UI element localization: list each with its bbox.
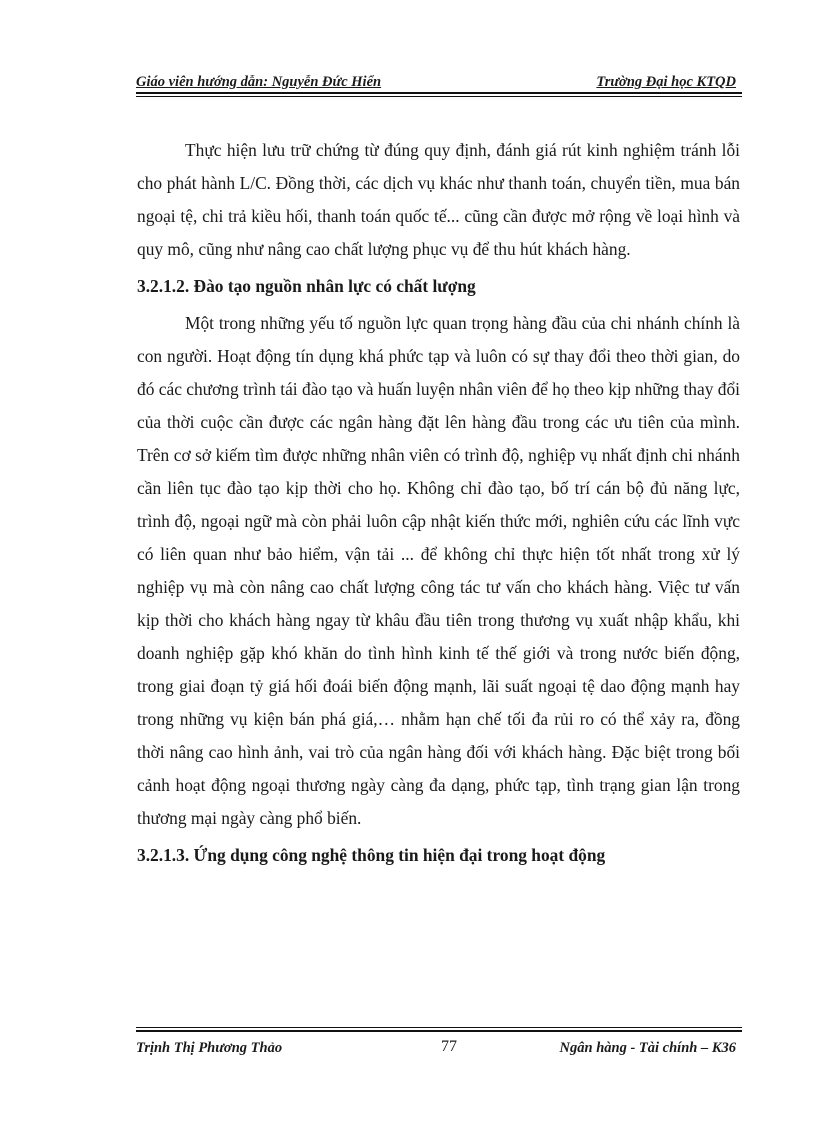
header-school: Trường Đại học KTQD [596,74,736,90]
section-heading-3-2-1-3: 3.2.1.3. Ứng dụng công nghệ thông tin hiện đại trong hoạt động [137,845,606,865]
page-number: 77 [441,1038,457,1055]
section-heading-3-2-1-2: 3.2.1.2. Đào tạo nguồn nhân lực có chất lượng [137,276,476,296]
header-rule [136,92,742,94]
footer-department: Ngân hàng - Tài chính – K36 [559,1040,736,1056]
header-supervisor: Giáo viên hướng dẫn: Nguyễn Đức Hiển [136,74,382,90]
body-paragraph-1: Thực hiện lưu trữ chứng từ đúng quy định, đánh giá rút kinh nghiệm tránh lỗi cho phát hành L/C. Đồng thời, các dịch vụ khác như thanh toán, chuyển tiền, mua bán ngoại tệ, chi trả kiều hối, thanh toán quốc tế... cũng cần được mở rộng về loại hình và quy mô, cũng như nâng cao chất lượng phục vụ để thu hút khách hàng. [137,140,740,259]
footer-rule [136,1030,742,1032]
header-rule-thin [136,96,742,97]
footer-author: Trịnh Thị Phương Thảo [136,1040,283,1056]
page-body [137,134,740,872]
footer-rule-thin [136,1027,742,1028]
page-footer [136,1036,740,1060]
page-header [136,70,740,90]
body-paragraph-2: Một trong những yếu tố nguồn lực quan trọng hàng đầu của chi nhánh chính là con người. Hoạt động tín dụng khá phức tạp và luôn có sự thay đổi theo thời gian, do đó các chương trình tái đào tạo và huấn luyện nhân viên để họ theo kịp những thay đổi của thời cuộc cần được các ngân hàng đặt lên hàng đầu trong các ưu tiên của mình. Trên cơ sở kiếm tìm được những nhân viên có trình độ, nghiệp vụ nhất định chi nhánh cần liên tục đào tạo kịp thời cho họ. Không chỉ đào tạo, bố trí cán bộ đủ năng lực, trình độ, ngoại ngữ mà còn phải luôn cập nhật kiến thức mới, nghiên cứu các lĩnh vực có liên quan như bảo hiểm, vận tải ... để không chỉ thực hiện tốt nhất trong xử lý nghiệp vụ mà còn nâng cao chất lượng công tác tư vấn cho khách hàng. Việc tư vấn kịp thời cho khách hàng ngay từ khâu đầu tiên trong thương vụ xuất nhập khẩu, khi doanh nghiệp gặp khó khăn do tình hình kinh tế thế giới và trong nước biến động, trong giai đoạn tỷ giá hối đoái biến động mạnh, lãi suất ngoại tệ dao động mạnh hay trong những vụ kiện bán phá giá,… nhằm hạn chế tối đa rủi ro có thể xảy ra, đồng thời nâng cao hình ảnh, vai trò của ngân hàng đối với khách hàng. Đặc biệt trong bối cảnh hoạt động ngoại thương ngày càng đa dạng, phức tạp, tình trạng gian lận trong thương mại ngày càng phổ biến. [137,313,740,828]
